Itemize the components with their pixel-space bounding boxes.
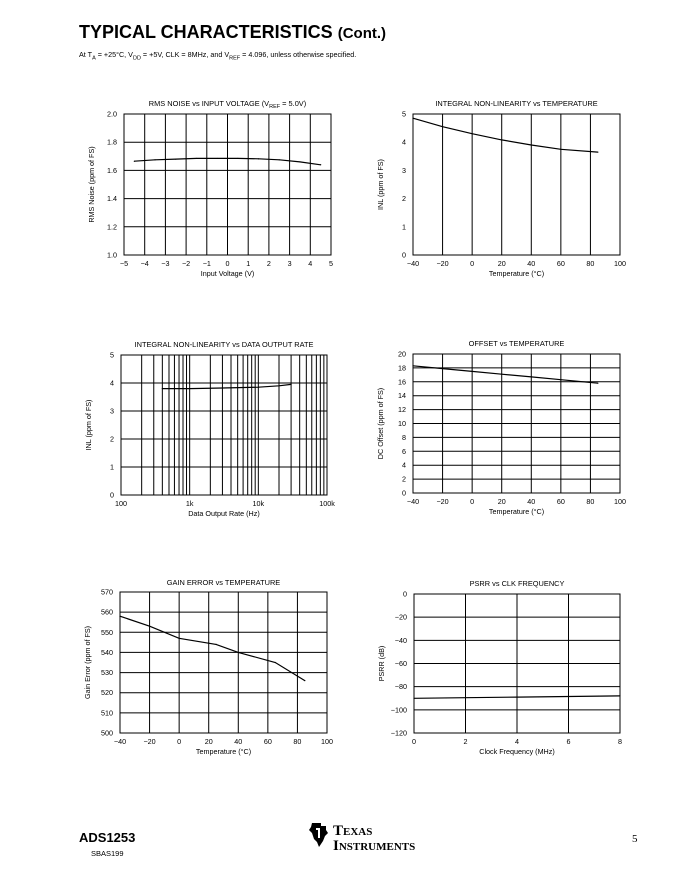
inl-temp-y-tick-label: 4 — [402, 137, 406, 147]
psrr-clk-y-tick-label: −20 — [394, 612, 407, 622]
cond-part-2: = +25°C, V — [95, 50, 133, 59]
gain-temp-y-tick-label: 540 — [101, 647, 113, 657]
inl-rate-y-tick-label: 0 — [110, 490, 114, 500]
gain-temp-x-tick-label: −20 — [143, 737, 156, 746]
psrr-clk-y-tick-label: −60 — [394, 659, 407, 668]
inl-temp-x-tick-label: 0 — [470, 259, 475, 268]
offset-temp-y-tick-label: 16 — [398, 377, 406, 387]
inl-temp-x-tick-label: −20 — [436, 259, 449, 268]
rms-noise-x-axis-label: Input Voltage (V) — [200, 269, 255, 278]
inl-rate-y-tick-label: 2 — [110, 434, 114, 444]
rms-noise-x-tick-label: −5 — [119, 259, 129, 268]
psrr-clk-y-axis-label: PSRR (dB) — [377, 645, 386, 682]
psrr-clk-chart-title: PSRR vs CLK FREQUENCY — [469, 579, 565, 588]
part-number: ADS1253 — [79, 830, 136, 845]
cond-part-4: = 4.096, unless otherwise specified. — [240, 50, 357, 59]
inl-temp-y-tick-label: 0 — [402, 250, 406, 260]
gain-temp-y-tick-label: 520 — [101, 688, 113, 698]
offset-temp-x-tick-label: 20 — [497, 497, 506, 506]
gain-temp-y-tick-label: 570 — [101, 587, 113, 597]
offset-temp-x-tick-label: 100 — [614, 497, 626, 506]
offset-temp-x-tick-label: 0 — [470, 497, 475, 506]
offset-temp-x-tick-label: −40 — [406, 497, 420, 506]
psrr-clk-y-tick-label: −100 — [390, 705, 407, 715]
gain-temp-y-tick-label: 530 — [101, 668, 113, 678]
rms-noise-x-tick-label: 5 — [329, 259, 333, 268]
rms-noise-y-tick-label: 1.2 — [107, 222, 117, 232]
rms-noise-x-tick-label: 3 — [287, 259, 292, 268]
rms-noise-y-tick-label: 2.0 — [107, 109, 117, 119]
inl-rate-chart-title: INTEGRAL NON-LINEARITY vs DATA OUTPUT RATE — [134, 340, 314, 349]
gain-temp-x-tick-label: 80 — [293, 737, 302, 746]
rms-noise-y-tick-label: 1.8 — [107, 137, 117, 147]
offset-temp-y-tick-label: 0 — [402, 488, 406, 498]
ti-wordmark-line1: Texas — [333, 823, 373, 839]
gain-temp-x-tick-label: 60 — [263, 737, 272, 746]
inl-rate-y-tick-label: 3 — [110, 406, 114, 416]
offset-temp-y-tick-label: 6 — [402, 446, 406, 456]
psrr-clk-x-tick-label: 6 — [566, 737, 571, 746]
psrr-clk-x-tick-label: 4 — [515, 737, 519, 746]
inl-temp-y-axis-label: INL (ppm of FS) — [376, 159, 385, 210]
offset-temp-y-tick-label: 2 — [402, 474, 406, 484]
title-suffix: (Cont.) — [337, 25, 387, 42]
psrr-clk-x-tick-label: 8 — [618, 737, 622, 746]
rms-noise-x-tick-label: 4 — [308, 259, 313, 268]
offset-temp-y-axis-label: DC Offset (ppm of FS) — [376, 387, 385, 460]
gain-temp-x-tick-label: 40 — [234, 737, 243, 746]
title-text: TYPICAL CHARACTERISTICS — [79, 22, 333, 42]
offset-temp-x-tick-label: 60 — [556, 497, 565, 506]
gain-temp-y-tick-label: 500 — [101, 728, 113, 738]
ti-wordmark-line2: Instruments — [333, 838, 416, 854]
gain-temp-x-axis-label: Temperature (°C) — [195, 747, 252, 756]
psrr-clk-y-tick-label: −40 — [394, 635, 407, 645]
gain-temp-y-tick-label: 560 — [101, 607, 113, 617]
cond-part-3: = +5V, CLK = 8MHz, and V — [140, 50, 230, 59]
inl-temp-x-tick-label: −40 — [406, 259, 420, 268]
inl-rate-x-tick-label: 100k — [319, 499, 335, 508]
rms-noise-x-tick-label: 2 — [266, 259, 271, 268]
psrr-clk-x-tick-label: 0 — [412, 737, 416, 746]
psrr-clk-x-axis-label: Clock Frequency (MHz) — [479, 747, 555, 756]
gain-temp-x-tick-label: 100 — [321, 737, 333, 746]
offset-temp-y-tick-label: 18 — [398, 363, 406, 373]
offset-temp-x-tick-label: 40 — [527, 497, 536, 506]
inl-temp-y-tick-label: 3 — [402, 165, 406, 175]
offset-temp-y-tick-label: 20 — [398, 349, 406, 359]
page-number: 5 — [632, 833, 638, 845]
psrr-clk-data-point — [568, 696, 569, 697]
inl-rate-x-tick-label: 10k — [252, 499, 265, 508]
doc-number: SBAS199 — [91, 849, 124, 858]
inl-rate-y-tick-label: 5 — [110, 350, 114, 360]
gain-temp-x-tick-label: 0 — [177, 737, 182, 746]
psrr-clk-y-tick-label: 0 — [403, 589, 407, 599]
offset-temp-x-tick-label: 80 — [586, 497, 595, 506]
cond-sub-2: DD — [132, 55, 141, 62]
inl-rate-x-axis-label: Data Output Rate (Hz) — [188, 509, 260, 518]
inl-rate-x-tick-label: 1k — [185, 499, 194, 508]
rms-noise-chart-title: RMS NOISE vs INPUT VOLTAGE $(V_{REF} = 5.0V)$ — [148, 99, 307, 110]
rms-noise-y-axis-label: RMS Noise (ppm of FS) — [87, 146, 96, 223]
cond-sub-1: A — [92, 55, 96, 62]
offset-temp-chart-title: OFFSET vs TEMPERATURE — [468, 339, 565, 348]
offset-temp-x-axis-label: Temperature (°C) — [488, 507, 545, 516]
inl-temp-x-tick-label: 60 — [556, 259, 565, 268]
psrr-clk-data-point — [619, 695, 620, 696]
rms-noise-x-tick-label: −2 — [181, 259, 191, 268]
inl-temp-chart-title: INTEGRAL NON-LINEARITY vs TEMPERATURE — [435, 99, 598, 108]
inl-rate-y-tick-label: 4 — [110, 378, 114, 388]
rms-noise-y-tick-label: 1.4 — [107, 194, 117, 204]
inl-temp-x-tick-label: 20 — [497, 259, 506, 268]
rms-noise-y-tick-label: 1.0 — [107, 250, 117, 260]
psrr-clk-data-point — [413, 698, 414, 699]
inl-temp-x-tick-label: 100 — [614, 259, 626, 268]
offset-temp-y-tick-label: 4 — [402, 460, 406, 470]
rms-noise-x-tick-label: −4 — [140, 259, 149, 268]
inl-temp-y-tick-label: 5 — [402, 109, 406, 119]
gain-temp-y-tick-label: 550 — [101, 627, 113, 637]
rms-noise-x-tick-label: −3 — [161, 259, 170, 268]
gain-temp-x-tick-label: 20 — [204, 737, 213, 746]
inl-temp-x-axis-label: Temperature (°C) — [488, 269, 545, 278]
gain-temp-y-axis-label: Gain Error (ppm of FS) — [83, 625, 92, 700]
offset-temp-x-tick-label: −20 — [436, 497, 449, 506]
inl-rate-y-tick-label: 1 — [110, 462, 114, 472]
rms-noise-y-tick-label: 1.6 — [107, 165, 117, 175]
cond-sub-3: REF — [229, 55, 241, 62]
ti-wordmark — [333, 824, 415, 854]
inl-temp-y-tick-label: 1 — [402, 222, 406, 232]
psrr-clk-y-tick-label: −80 — [394, 682, 407, 692]
psrr-clk-data-point — [465, 697, 466, 698]
gain-temp-x-tick-label: −40 — [113, 737, 127, 746]
inl-rate-y-axis-label: INL (ppm of FS) — [84, 399, 93, 451]
offset-temp-y-tick-label: 14 — [398, 391, 406, 401]
psrr-clk-data-point — [516, 696, 517, 697]
offset-temp-y-tick-label: 8 — [402, 432, 406, 442]
rms-noise-x-tick-label: 1 — [246, 259, 251, 268]
gain-temp-y-tick-label: 510 — [101, 708, 113, 718]
offset-temp-y-tick-label: 12 — [398, 405, 406, 415]
inl-temp-x-tick-label: 40 — [527, 259, 536, 268]
gain-temp-chart-title: GAIN ERROR vs TEMPERATURE — [166, 578, 281, 587]
rms-noise-x-tick-label: 0 — [225, 259, 230, 268]
offset-temp-y-tick-label: 10 — [398, 419, 406, 428]
ti-logo-icon — [307, 820, 331, 850]
cond-part-1: At T — [79, 50, 93, 59]
psrr-clk-x-tick-label: 2 — [463, 737, 468, 746]
inl-temp-y-tick-label: 2 — [402, 194, 406, 204]
inl-rate-x-tick-label: 100 — [115, 499, 127, 508]
psrr-clk-y-tick-label: −120 — [390, 728, 407, 738]
inl-temp-x-tick-label: 80 — [586, 259, 595, 268]
rms-noise-x-tick-label: −1 — [202, 259, 211, 268]
